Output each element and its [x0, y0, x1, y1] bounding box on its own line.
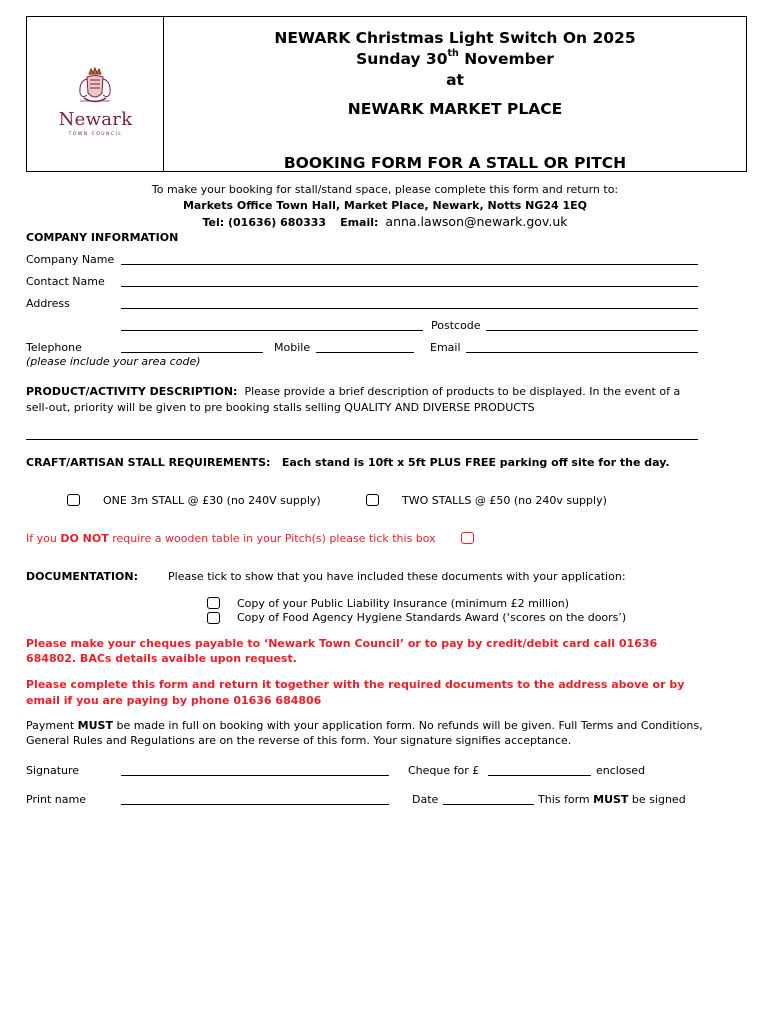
- address-field-line2[interactable]: [121, 330, 423, 331]
- event-title: NEWARK Christmas Light Switch On 2025: [274, 29, 636, 47]
- postcode-label: Postcode: [431, 319, 481, 332]
- intro-tel: Tel: (01636) 680333: [202, 216, 327, 229]
- product-description-field[interactable]: [26, 439, 698, 440]
- signature-label: Signature: [26, 764, 80, 777]
- company-heading: COMPANY INFORMATION: [26, 231, 179, 244]
- no-table-checkbox[interactable]: [461, 532, 474, 544]
- form-title: BOOKING FORM FOR A STALL OR PITCH: [283, 154, 627, 172]
- address-label: Address: [26, 297, 70, 310]
- title-cell: [164, 17, 746, 171]
- telephone-field[interactable]: [121, 352, 263, 353]
- cheque-notice-line1: Please make your cheques payable to ‘Newark Town Council’ or to pay by credit/debit card call 01636: [26, 637, 658, 650]
- contact-name-field[interactable]: [121, 286, 698, 287]
- intro-email-label: Email:: [340, 216, 379, 229]
- documentation-instruction: Please tick to show that you have included these documents with your application:: [168, 570, 626, 583]
- intro-email-link[interactable]: anna.lawson@newark.gov.uk: [385, 214, 568, 229]
- return-notice-line1: Please complete this form and return it together with the required documents to the address above or by: [26, 678, 685, 691]
- return-notice-line2: email if you are paying by phone 01636 684806: [26, 694, 322, 707]
- telephone-note: (please include your area code): [26, 355, 201, 368]
- date-label: Date: [412, 793, 439, 806]
- signature-field[interactable]: [121, 775, 389, 776]
- craft-note: Each stand is 10ft x 5ft PLUS FREE parking off site for the day.: [281, 456, 670, 469]
- newark-crest-icon: [74, 65, 116, 109]
- product-heading: PRODUCT/ACTIVITY DESCRIPTION:: [26, 385, 238, 398]
- documentation-heading: DOCUMENTATION:: [26, 570, 139, 583]
- two-stalls-label: TWO STALLS @ £50 (no 240v supply): [402, 494, 607, 507]
- two-stalls-checkbox[interactable]: [366, 494, 379, 506]
- one-stall-checkbox[interactable]: [67, 494, 80, 506]
- logo-subtext: TOWN COUNCIL: [68, 132, 123, 137]
- company-name-label: Company Name: [26, 253, 115, 266]
- hygiene-award-label: Copy of Food Agency Hygiene Standards Award (‘scores on the doors’): [237, 611, 627, 624]
- cheque-label: Cheque for £: [408, 764, 480, 777]
- date-field[interactable]: [443, 804, 534, 805]
- must-sign-notice: This form MUST be signed: [538, 793, 686, 806]
- craft-heading: CRAFT/ARTISAN STALL REQUIREMENTS: Each stand is 10ft x 5ft PLUS FREE parking off site for the day.: [26, 456, 670, 469]
- mobile-label: Mobile: [274, 341, 311, 354]
- event-at: at: [446, 71, 464, 89]
- mobile-field[interactable]: [316, 352, 414, 353]
- one-stall-label: ONE 3m STALL @ £30 (no 240V supply): [103, 494, 321, 507]
- liability-insurance-label: Copy of your Public Liability Insurance (minimum £2 million): [237, 597, 570, 610]
- intro-address: Markets Office Town Hall, Market Place, Newark, Notts NG24 1EQ: [182, 199, 588, 212]
- logo-word: Newark: [58, 109, 133, 130]
- postcode-field[interactable]: [486, 330, 698, 331]
- address-field-line1[interactable]: [121, 308, 698, 309]
- product-description-line2: sell-out, priority will be given to pre booking stalls selling QUALITY AND DIVERSE PRODUCTS: [26, 401, 535, 414]
- payment-terms-line1: Payment MUST be made in full on booking with your application form. No refunds will be given. Full Terms and Conditions,: [26, 719, 703, 732]
- logo-cell: [27, 17, 164, 171]
- intro-contact: [0, 214, 770, 229]
- contact-name-label: Contact Name: [26, 275, 105, 288]
- cheque-notice-line2: 684802. BACs details avaible upon request.: [26, 652, 297, 665]
- no-table-label: If you DO NOT require a wooden table in your Pitch(s) please tick this box: [26, 532, 436, 545]
- print-name-field[interactable]: [121, 804, 389, 805]
- hygiene-award-checkbox[interactable]: [207, 612, 220, 624]
- payment-terms-line2: General Rules and Regulations are on the reverse of this form. Your signature signifies acceptance.: [26, 734, 572, 747]
- cheque-amount-field[interactable]: [488, 775, 591, 776]
- intro-line: To make your booking for stall/stand space, please complete this form and return to:: [151, 183, 619, 196]
- print-name-label: Print name: [26, 793, 86, 806]
- email-label: Email: [430, 341, 461, 354]
- enclosed-label: enclosed: [596, 764, 646, 777]
- product-description-line1: PRODUCT/ACTIVITY DESCRIPTION: Please provide a brief description of products to be displayed. In the event of a: [26, 385, 681, 398]
- liability-insurance-checkbox[interactable]: [207, 597, 220, 609]
- email-field[interactable]: [466, 352, 698, 353]
- header-box: [26, 16, 747, 172]
- telephone-label: Telephone: [26, 341, 82, 354]
- company-name-field[interactable]: [121, 264, 698, 265]
- event-date: Sunday 30th November: [356, 48, 554, 68]
- event-venue: NEWARK MARKET PLACE: [347, 100, 563, 118]
